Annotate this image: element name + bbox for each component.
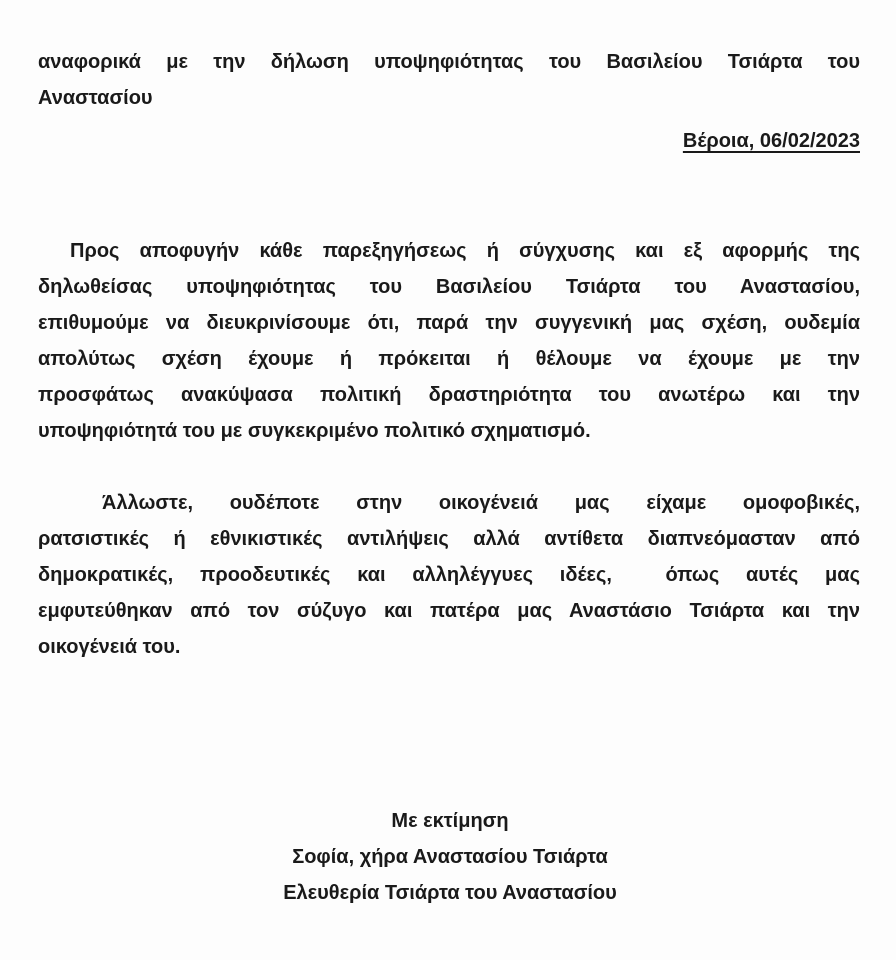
paragraph-1-line: επιθυμούμε να διευκρινίσουμε ότι, παρά την συγγενική μας σχέση, ουδεμία [38, 312, 860, 334]
paragraph-1-line: υποψηφιότητά του με συγκεκριμένο πολιτικό σχηματισμό. [38, 420, 591, 442]
paragraph-2-line: ρατσιστικές ή εθνικιστικές αντιλήψεις αλλά αντίθετα διαπνεόμασταν από [38, 528, 860, 550]
signer-1: Σοφία, χήρα Αναστασίου Τσιάρτα [292, 846, 608, 868]
paragraph-2-line: Άλλωστε, ουδέποτε στην οικογένειά μας είχαμε ομοφοβικές, [102, 492, 860, 514]
paragraph-2-line: οικογένειά του. [38, 636, 181, 658]
paragraph-2-line: δημοκρατικές, προοδευτικές και αλληλέγγυες ιδέες, όπως αυτές μας [38, 564, 860, 586]
signer-2: Ελευθερία Τσιάρτα του Αναστασίου [283, 882, 617, 904]
signature-block [0, 803, 896, 911]
paragraph-1-line: προσφάτως ανακύψασα πολιτική δραστηριότητα του ανωτέρω και την [38, 384, 860, 406]
paragraph-2 [38, 485, 860, 665]
paragraph-1 [38, 233, 860, 449]
date-place: Βέροια, 06/02/2023 [682, 130, 860, 152]
subject-block [38, 44, 860, 116]
subject-line-1: αναφορικά με την δήλωση υποψηφιότητας του Βασιλείου Τσιάρτα του [38, 51, 860, 73]
paragraph-1-line: απολύτως σχέση έχουμε ή πρόκειται ή θέλουμε να έχουμε με την [38, 348, 860, 370]
paragraph-1-line: δηλωθείσας υποψηφιότητας του Βασιλείου Τσιάρτα του Αναστασίου, [38, 276, 860, 298]
subject-line-2: Αναστασίου [38, 87, 153, 109]
paragraph-1-line: Προς αποφυγήν κάθε παρεξηγήσεως ή σύγχυσης και εξ αφορμής της [70, 240, 860, 262]
closing-text: Με εκτίμηση [391, 810, 509, 832]
paragraph-2-line: εμφυτεύθηκαν από τον σύζυγο και πατέρα μας Αναστάσιο Τσιάρτα και την [38, 600, 860, 622]
